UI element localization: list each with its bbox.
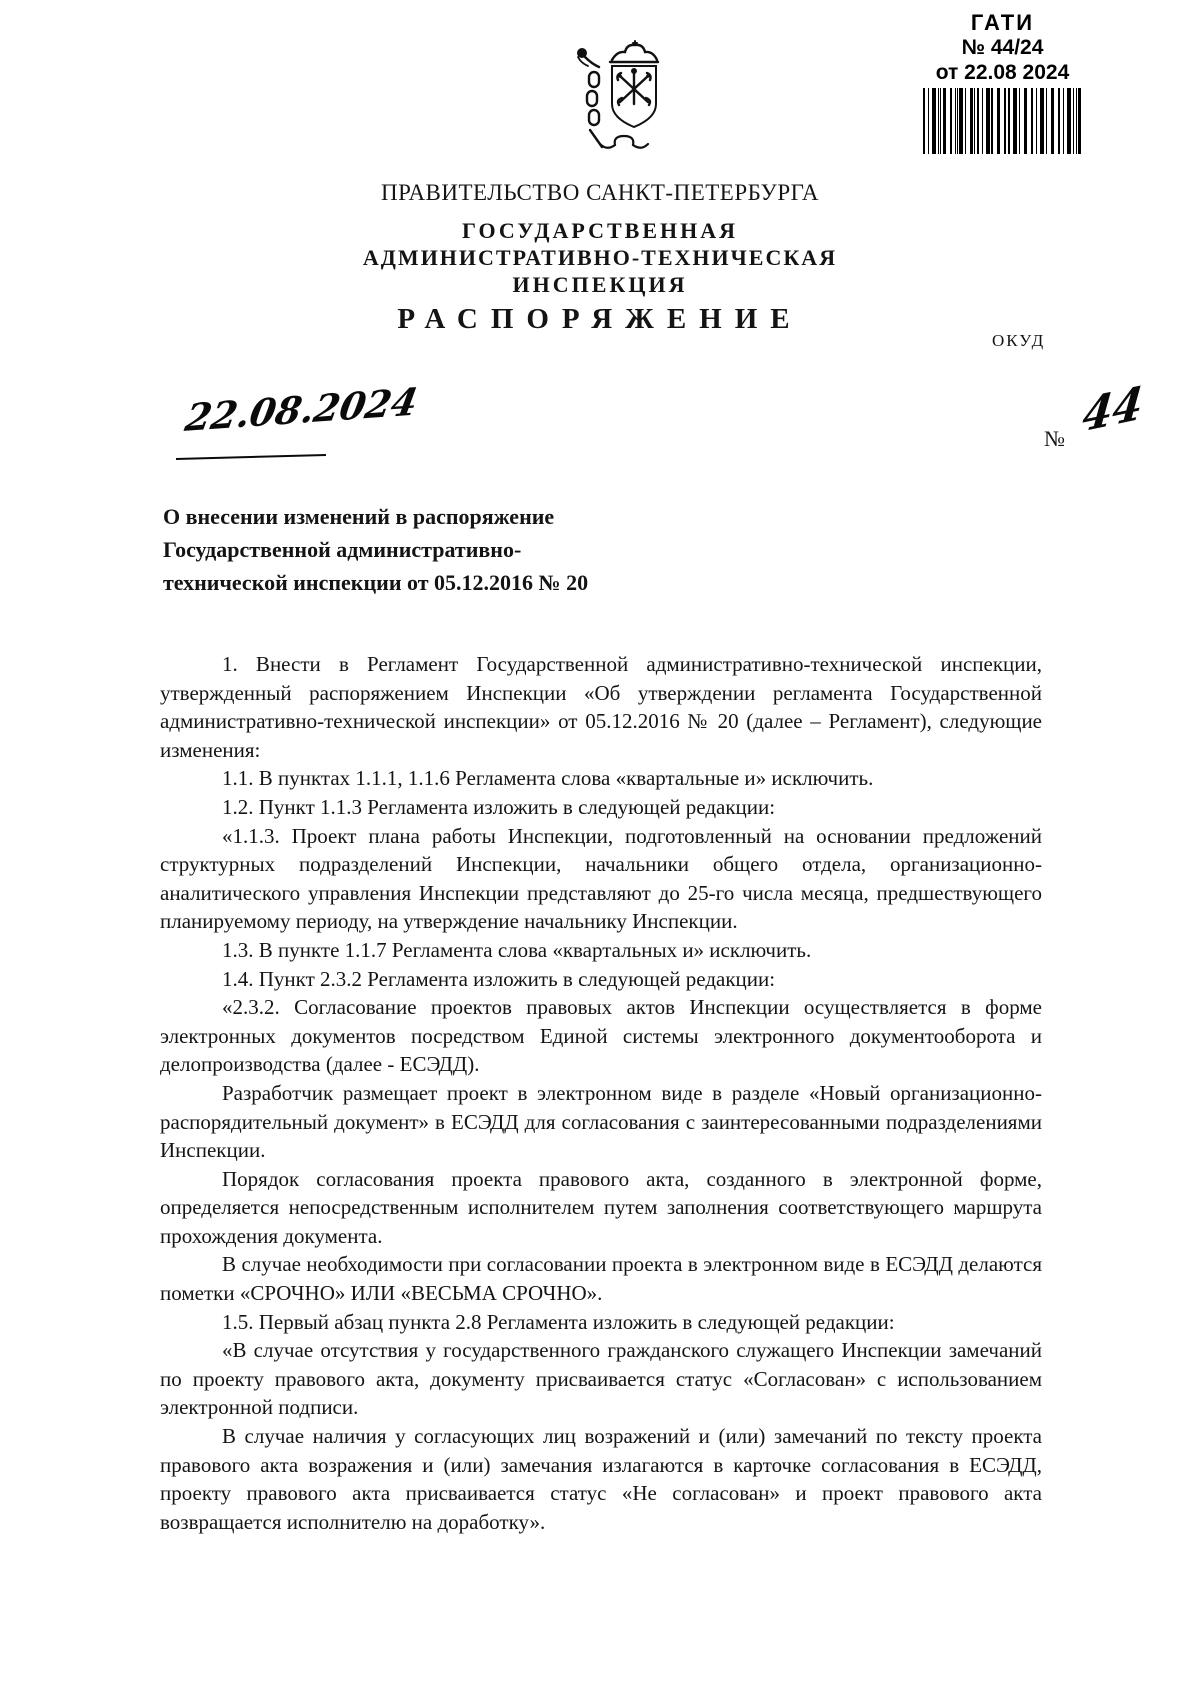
- stamp-number: № 44/24: [961, 36, 1044, 59]
- document-title-line3: технической инспекции от 05.12.2016 № 20: [163, 570, 589, 595]
- body-paragraph: Порядок согласования проекта правового акта, созданного в электронной форме, определяется непосредственным исполнителем путем заполнения соответствующего маршрута прохождения документа.: [160, 1166, 1042, 1248]
- handwritten-number: 44: [1080, 376, 1146, 443]
- government-title: ПРАВИТЕЛЬСТВО САНКТ-ПЕТЕРБУРГА: [380, 180, 820, 205]
- body-paragraph: 1.4. Пункт 2.3.2 Регламента изложить в следующей редакции:: [222, 966, 776, 991]
- stamp-org-name: ГАТИ: [970, 10, 1035, 35]
- document-title: [163, 500, 723, 599]
- body-paragraph: В случае наличия у согласующих лиц возражений и (или) замечаний по тексту проекта правового акта возражения и (или) замечания излагаются в карточке согласования в ЕСЭДД, проекту правового акта присваивается статус «Не согласован» и проект правового акта возвращается исполнителю на доработку».: [160, 1424, 1042, 1534]
- body-paragraph: 1.3. В пункте 1.1.7 Регламента слова «квартальных и» исключить.: [222, 937, 812, 962]
- body-paragraph: В случае необходимости при согласовании проекта в электронном виде в ЕСЭДД делаются пометки «СРОЧНО» ИЛИ «ВЕСЬМА СРОЧНО».: [160, 1252, 1042, 1306]
- registration-stamp: [905, 10, 1100, 154]
- body-paragraph: «1.1.3. Проект плана работы Инспекции, подготовленный на основании предложений структурных подразделений Инспекции, начальники общего отдела, организационно-аналитического управления Инспекции представляют до 25-го числа месяца, предшествующего планируемому периоду, на утверждение начальнику Инспекции.: [160, 823, 1042, 934]
- body-paragraph: Разработчик размещает проект в электронном виде в разделе «Новый организационно-распорядительный документ» в ЕСЭДД для согласования с заинтересованными подразделениями Инспекции.: [160, 1080, 1042, 1163]
- okud-label: ОКУД: [992, 331, 1046, 350]
- body-paragraph: 1.2. Пункт 1.1.3 Регламента изложить в следующей редакции:: [222, 794, 776, 819]
- org-name-line3: ИНСПЕКЦИЯ: [512, 272, 688, 297]
- org-name-line1: ГОСУДАРСТВЕННАЯ: [462, 218, 738, 243]
- coat-of-arms-icon: [560, 40, 660, 152]
- body-paragraph: «2.3.2. Согласование проектов правовых актов Инспекции осуществляется в форме электронных документов посредством Единой системы электронного документооборота и делопроизводства (далее - ЕСЭДД).: [160, 995, 1042, 1077]
- document-title-line1: О внесении изменений в распоряжение: [163, 504, 555, 529]
- handwritten-date: 22.08.2024: [182, 379, 422, 440]
- barcode-icon: [923, 88, 1083, 154]
- document-type-title: РАСПОРЯЖЕНИЕ: [397, 303, 803, 335]
- body-paragraph: «В случае отсутствия у государственного гражданского служащего Инспекции замечаний по проекту правового акта, документу присваивается статус «Согласован» с использованием электронной подписи.: [160, 1338, 1042, 1420]
- document-title-line2: Государственной административно-: [163, 537, 522, 562]
- org-name-line2: АДМИНИСТРАТИВНО-ТЕХНИЧЕСКАЯ: [362, 245, 838, 270]
- body-paragraph: 1. Внести в Регламент Государственной административно-технической инспекции, утвержденный распоряжением Инспекции «Об утверждении регламента Государственной административно-технической инспекции» от 05.12.2016 № 20 (далее – Регламент), следующие изменения:: [160, 652, 1042, 762]
- body-paragraph: 1.5. Первый абзац пункта 2.8 Регламента изложить в следующей редакции:: [222, 1309, 895, 1334]
- stamp-date: от 22.08 2024: [935, 61, 1070, 84]
- number-sign-label: №: [1044, 426, 1065, 451]
- document-body: [160, 650, 1042, 1536]
- date-underline: [176, 454, 326, 460]
- body-paragraph: 1.1. В пунктах 1.1.1, 1.1.6 Регламента слова «квартальные и» исключить.: [222, 766, 874, 791]
